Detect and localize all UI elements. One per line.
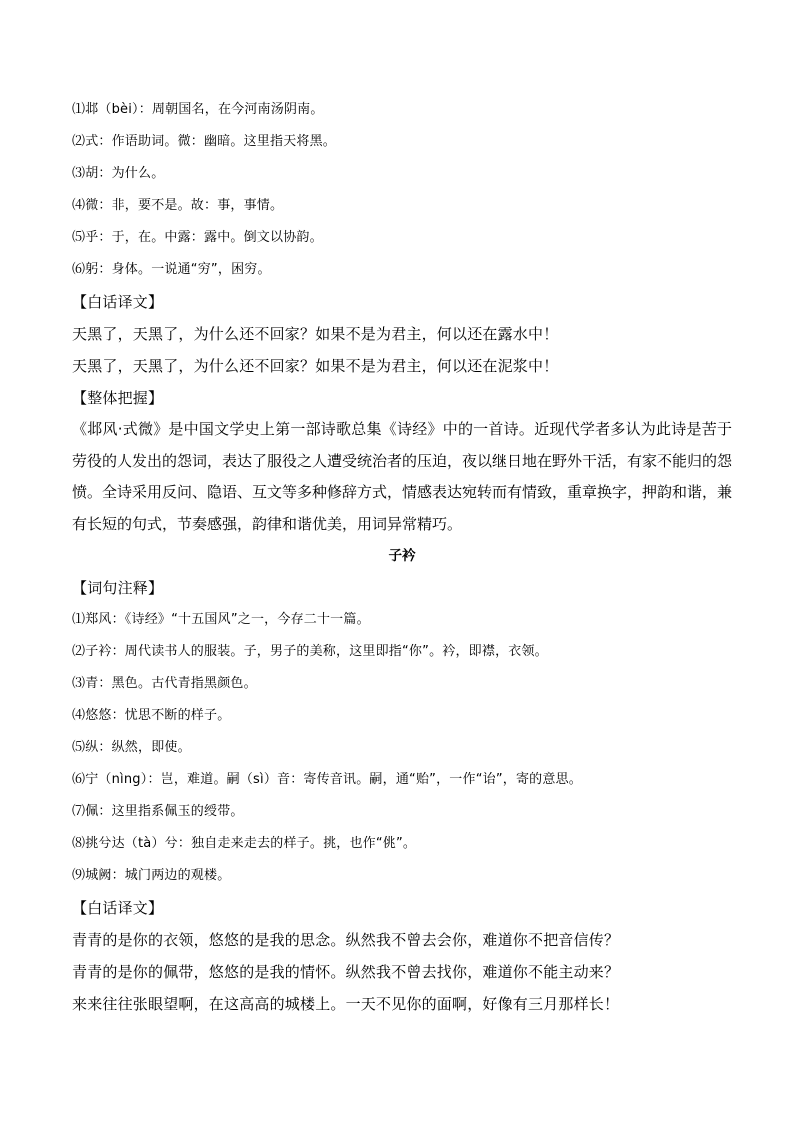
translation-line: 天黑了，天黑了，为什么还不回家？如果不是为君主，何以还在露水中！ [72, 325, 559, 343]
note-line: ⑷悠悠：忧思不断的样子。 [72, 708, 231, 723]
note-line: ⑺佩：这里指系佩玉的绶带。 [72, 804, 244, 819]
note-line: ⑴郑风：《诗经》“十五国风”之一，今存二十一篇。 [72, 612, 370, 627]
translation-heading: 【白话译文】 [72, 899, 164, 917]
translation-line: 来来往往张眼望啊，在这高高的城楼上。一天不见你的面啊，好像有三月那样长！ [72, 995, 620, 1013]
note-line: ⑹躬：身体。一说通“穷”，困穷。 [72, 262, 271, 277]
note-line: ⑸乎：于，在。中露：露中。倒文以协韵。 [72, 230, 323, 245]
translation-line: 青青的是你的衣领，悠悠的是我的思念。纵然我不曾去会你，难道你不把音信传？ [72, 931, 620, 949]
note-line: ⑶青：黑色。古代青指黑颜色。 [72, 676, 257, 691]
translation-heading: 【白话译文】 [72, 293, 164, 311]
overview-paragraph: 《邶风·式微》是中国文学史上第一部诗歌总集《诗经》中的一首诗。近现代学者多认为此诗是苦于劳役的人发出的怨词，表达了服役之人遭受统治者的压迫，夜以继日地在野外干活，有家不能归的怨愤。全诗采用反问、隐语、互文等多种修辞方式，情感表达宛转而有情致，重章换字，押韵和谐，兼有长短的句式，节奏感强，韵律和谐优美，用词异常精巧。 [72, 420, 733, 533]
note-line: ⑸纵：纵然，即使。 [72, 740, 191, 755]
poem-title: 子衿 [388, 548, 416, 564]
note-line: ⑼城阙：城门两边的观楼。 [72, 868, 231, 883]
note-line: ⑷微：非，要不是。故：事，事情。 [72, 198, 284, 213]
note-line: ⑴邶（bèi）：周朝国名，在今河南汤阴南。 [72, 102, 324, 117]
note-line: ⑵子衿：周代读书人的服装。子，男子的美称，这里即指“你”。衿，即襟，衣领。 [72, 644, 548, 659]
translation-line: 青青的是你的佩带，悠悠的是我的情怀。纵然我不曾去找你，难道你不能主动来？ [72, 963, 620, 981]
note-line: ⑹宁（nìng）：岂，难道。嗣（sì）音：寄传音讯。嗣，通“贻”，一作“诒”，寄的意思。 [72, 772, 582, 787]
note-line: ⑵式：作语助词。微：幽暗。这里指天将黑。 [72, 134, 337, 149]
translation-line: 天黑了，天黑了，为什么还不回家？如果不是为君主，何以还在泥浆中！ [72, 357, 559, 375]
document-page [72, 94, 732, 1020]
notes-heading: 【词句注释】 [72, 579, 164, 597]
note-line: ⑻挑兮达（tà）兮：独自走来走去的样子。挑，也作“佻”。 [72, 836, 417, 851]
overview-heading: 【整体把握】 [72, 389, 164, 407]
note-line: ⑶胡：为什么。 [72, 166, 165, 181]
